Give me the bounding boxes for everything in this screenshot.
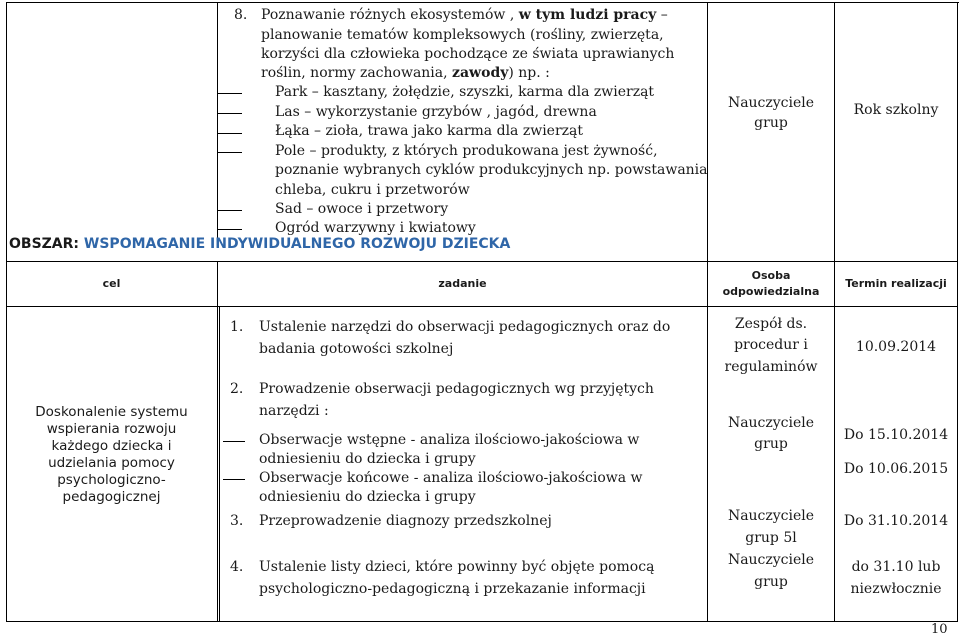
page-number: 10 (931, 622, 948, 637)
task2-line2: narzędzi : (259, 403, 329, 419)
bullet-laka: Łąka – zioła, trawa jako karma dla zwierząt (275, 123, 583, 139)
header-cel: cel (102, 277, 121, 290)
resp2-line1: Nauczyciele (727, 415, 815, 431)
bullet-las: Las – wykorzystanie grzybów , jagód, drewna (275, 104, 597, 120)
task2-line1: Prowadzenie obserwacji pedagogicznych wg przyjętych (259, 381, 654, 397)
task4-line1: Ustalenie listy dzieci, które powinny być objęte pomocą (259, 559, 655, 575)
header-osoba-line2: odpowiedzialna (722, 285, 820, 298)
table-right-border (957, 2, 958, 622)
bullet-pole-cont1: poznanie wybranych cyklów produkcyjnych np. powstawania (275, 162, 708, 178)
resp1-line3: regulaminów (724, 359, 818, 375)
task4-line2: psychologiczno-pedagogiczną i przekazanie informacji (259, 581, 646, 597)
task2-bullet1-line1: Obserwacje wstępne - analiza ilościowo-jakościowa w (259, 432, 640, 448)
date5-line2: niezwłocznie (850, 581, 942, 597)
col-divider-1-top (217, 2, 218, 239)
task1-number: 1. (230, 319, 244, 335)
task2-bullet2-line2: odniesieniu do dziecka i grupy (259, 489, 476, 505)
resp1-line1: Zespół ds. (734, 316, 808, 332)
task3-line1: Przeprowadzenie diagnozy przedszkolnej (259, 513, 552, 529)
bullet-dash (218, 152, 242, 153)
task2-bullet2-line1: Obserwacje końcowe - analiza ilościowo-jakościowa w (259, 470, 643, 486)
bullet-pole-cont2: chleba, cukru i przetworów (275, 182, 470, 198)
table-bottom-border (6, 621, 958, 622)
goal-line6: pedagogicznej (62, 489, 161, 505)
bullet-dash (223, 441, 245, 442)
resp2-line2: grup (754, 436, 788, 452)
task2-bullet1-line2: odniesieniu do dziecka i grupy (259, 451, 476, 467)
bullet-dash (218, 210, 242, 211)
goal-line5: psychologiczno- (57, 472, 166, 488)
item8-line3: korzyści dla człowieka pochodzące ze świata uprawianych (261, 46, 675, 62)
header-zadanie: zadanie (438, 277, 487, 290)
date5-line1: do 31.10 lub (851, 559, 941, 575)
header-termin: Termin realizacji (845, 277, 947, 290)
top-term: Rok szkolny (853, 102, 939, 118)
bullet-dash (218, 93, 242, 94)
bullet-ogrod: Ogród warzywny i kwiatowy (275, 220, 476, 236)
task4-number: 4. (230, 559, 244, 575)
col-divider-4 (834, 2, 835, 622)
task1-line2: badania gotowości szkolnej (259, 341, 454, 357)
table-left-border (6, 2, 7, 622)
date1: 10.09.2014 (855, 339, 937, 355)
row-divider-header (6, 306, 958, 307)
bullet-pole: Pole – produkty, z których produkowana jest żywność, (275, 143, 658, 159)
table-top-border (6, 2, 959, 3)
resp1-line2: procedur i (734, 337, 808, 353)
top-responsible-line2: grup (754, 115, 788, 131)
header-osoba-line1: Osoba (751, 269, 791, 282)
goal-line3: każdego dziecka i (51, 438, 172, 454)
item8-line1: Poznawanie różnych ekosystemów , w tym ludzi pracy – (261, 7, 668, 23)
bullet-dash (218, 229, 242, 230)
area-heading: OBSZAR: WSPOMAGANIE INDYWIDUALNEGO ROZWOJU DZIECKA (9, 236, 511, 252)
col-divider-2 (219, 306, 220, 622)
item8-line2: planowanie tematów kompleksowych (rośliny, zwierzęta, (261, 27, 664, 43)
item8-number: 8. (234, 7, 248, 23)
resp4-line2: grup (754, 574, 788, 590)
goal-line2: wspierania rozwoju (46, 421, 177, 437)
bullet-dash (223, 479, 245, 480)
item8-line4: roślin, normy zachowania, zawody) np. : (261, 65, 550, 81)
col-divider-3 (707, 2, 708, 622)
task1-line1: Ustalenie narzędzi do obserwacji pedagogicznych oraz do (259, 319, 671, 335)
bullet-park: Park – kasztany, żołędzie, szyszki, karma dla zwierząt (275, 84, 655, 100)
task3-number: 3. (230, 513, 244, 529)
row-divider-area (6, 261, 958, 262)
date2: Do 15.10.2014 (843, 427, 949, 443)
resp4-line1: Nauczyciele (727, 552, 815, 568)
date4: Do 31.10.2014 (843, 513, 949, 529)
task2-number: 2. (230, 381, 244, 397)
bullet-dash (218, 133, 242, 134)
bullet-sad: Sad – owoce i przetwory (275, 201, 449, 217)
resp3-line2: grup 5l (745, 530, 797, 546)
goal-line1: Doskonalenie systemu (35, 404, 188, 420)
col-divider-1 (217, 261, 218, 622)
top-responsible-line1: Nauczyciele (727, 95, 815, 111)
goal-line4: udzielania pomocy (48, 455, 175, 471)
resp3-line1: Nauczyciele (727, 508, 815, 524)
date3: Do 10.06.2015 (843, 461, 949, 477)
bullet-dash (218, 113, 242, 114)
